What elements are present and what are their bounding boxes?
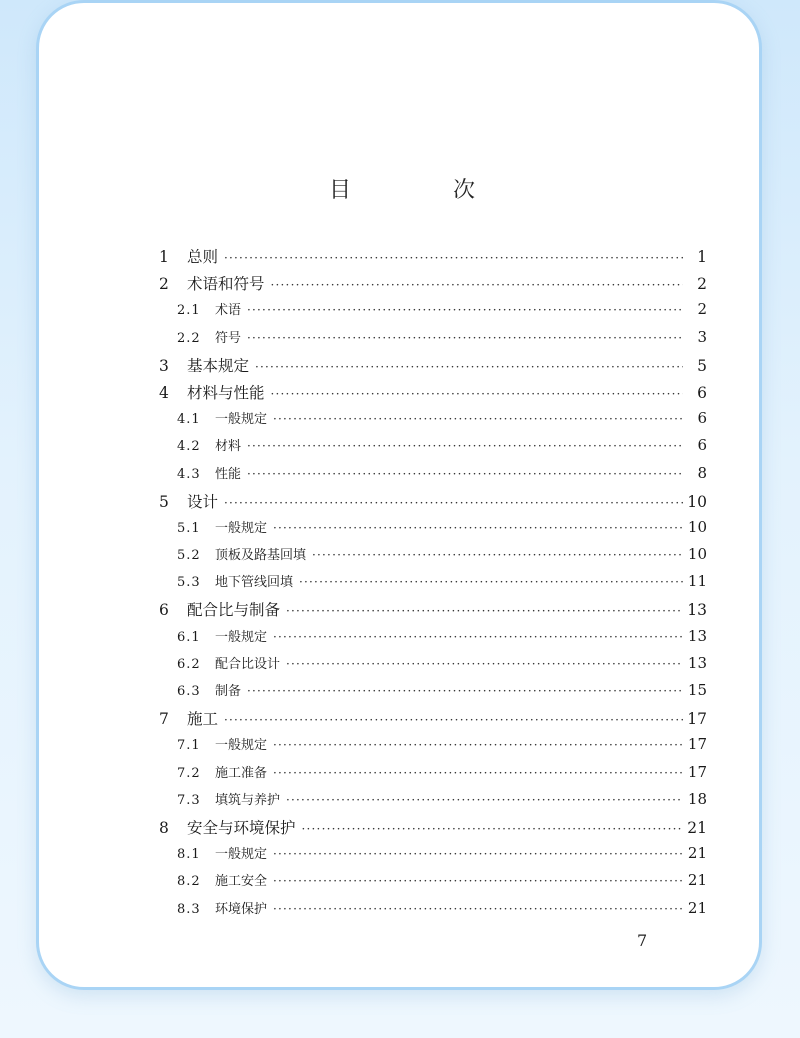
toc-entry-number: 5.1 xyxy=(177,520,201,536)
toc-entry-number: 5 xyxy=(159,492,169,511)
toc-entry-label: 配合比设计 xyxy=(215,656,281,672)
toc-entry xyxy=(159,734,707,761)
toc-entry-number: 8 xyxy=(159,818,169,837)
toc-entry-label: 材料与性能 xyxy=(187,383,265,402)
toc-entry-number: 6.2 xyxy=(177,656,201,672)
dot-leader xyxy=(273,630,683,644)
toc-entry-label: 一般规定 xyxy=(215,412,268,428)
toc-entry xyxy=(159,816,707,843)
toc-entry-label: 施工安全 xyxy=(215,874,268,890)
dot-leader xyxy=(273,521,683,535)
document-page xyxy=(36,0,762,990)
toc-entry-number: 7.2 xyxy=(177,765,201,781)
toc-entry xyxy=(159,381,707,408)
toc-entry-label: 填筑与养护 xyxy=(215,792,281,808)
toc-entry xyxy=(159,870,707,897)
toc-entry-label: 施工 xyxy=(187,710,219,729)
toc-entry-label: 顶板及路基回填 xyxy=(215,548,307,564)
dot-leader xyxy=(312,548,683,562)
dot-leader xyxy=(286,793,683,807)
toc-entry-number: 6.1 xyxy=(177,629,201,645)
dot-leader xyxy=(247,467,683,481)
toc-entry-page: 17 xyxy=(687,762,707,781)
toc-entry-page: 11 xyxy=(687,572,707,591)
toc-entry-number: 8.1 xyxy=(177,847,201,863)
toc-entry xyxy=(159,299,707,326)
toc-title: 目 次 xyxy=(328,178,515,203)
toc-entry-page: 3 xyxy=(697,327,707,346)
toc-entry-label: 配合比与制备 xyxy=(187,601,281,620)
toc-entry-page: 6 xyxy=(697,409,707,428)
toc-entry-number: 2.1 xyxy=(177,303,201,319)
toc-entry-number: 7 xyxy=(159,710,169,729)
toc-entry-page: 6 xyxy=(697,436,707,455)
toc-entry-label: 施工准备 xyxy=(215,765,268,781)
toc-entry-page: 2 xyxy=(697,275,707,294)
dot-leader xyxy=(224,251,683,265)
toc-entry-label: 总则 xyxy=(187,248,219,266)
toc-entry-label: 安全与环境保护 xyxy=(187,818,296,837)
toc-entry-page: 21 xyxy=(687,818,707,837)
toc-entry-number: 5.3 xyxy=(177,575,201,591)
dot-leader xyxy=(247,684,683,698)
toc-entry-label: 一般规定 xyxy=(215,847,268,863)
toc-entry-number: 2.2 xyxy=(177,330,201,346)
toc-entry-page: 13 xyxy=(687,626,707,645)
toc-entry-number: 4.1 xyxy=(177,412,201,428)
toc-entry-number: 4.3 xyxy=(177,466,201,482)
toc-entry xyxy=(159,245,707,272)
dot-leader xyxy=(273,766,683,780)
dot-leader xyxy=(271,387,683,401)
toc-entry-page: 10 xyxy=(687,545,707,564)
dot-leader xyxy=(286,604,683,618)
dot-leader xyxy=(271,278,683,292)
toc-entry-label: 材料 xyxy=(215,439,242,455)
toc-entry-page: 10 xyxy=(687,517,707,536)
toc-entry xyxy=(159,626,707,653)
toc-entry-page: 21 xyxy=(687,871,707,890)
dot-leader xyxy=(247,331,683,345)
toc-entry xyxy=(159,463,707,490)
toc-entry-page: 15 xyxy=(687,681,707,699)
toc-entry xyxy=(159,517,707,544)
toc-entry-number: 7.3 xyxy=(177,792,201,808)
toc-entry-page: 21 xyxy=(687,844,707,863)
toc-entry xyxy=(159,707,707,734)
toc-entry xyxy=(159,843,707,870)
toc-entry xyxy=(159,327,707,354)
dot-leader xyxy=(224,713,683,727)
toc-entry-label: 制备 xyxy=(215,684,242,699)
toc-entry-page: 2 xyxy=(697,300,707,319)
toc-entry-page: 13 xyxy=(687,653,707,672)
dot-leader xyxy=(299,575,683,589)
toc-entry xyxy=(159,544,707,571)
toc-entry-page: 1 xyxy=(697,248,707,266)
toc-entry-number: 6.3 xyxy=(177,684,201,699)
page-number: 7 xyxy=(637,931,648,950)
table-of-contents xyxy=(159,245,707,925)
toc-entry xyxy=(159,354,707,381)
toc-entry-number: 4 xyxy=(159,383,169,402)
toc-entry-label: 环境保护 xyxy=(215,901,268,917)
dot-leader xyxy=(247,303,683,317)
toc-entry-label: 一般规定 xyxy=(215,520,268,536)
toc-entry xyxy=(159,490,707,517)
toc-entry-page: 17 xyxy=(687,710,707,729)
toc-entry xyxy=(159,898,707,925)
toc-entry-page: 21 xyxy=(687,898,707,917)
dot-leader xyxy=(224,496,683,510)
toc-entry xyxy=(159,272,707,299)
toc-entry-page: 5 xyxy=(697,356,707,375)
dot-leader xyxy=(273,874,683,888)
toc-entry-label: 设计 xyxy=(187,492,219,511)
toc-entry-label: 术语 xyxy=(215,303,242,319)
toc-entry-number: 7.1 xyxy=(177,738,201,754)
dot-leader xyxy=(286,657,683,671)
toc-entry xyxy=(159,571,707,598)
toc-entry xyxy=(159,789,707,816)
toc-entry-number: 2 xyxy=(159,275,169,294)
toc-entry xyxy=(159,598,707,625)
toc-entry-label: 地下管线回填 xyxy=(215,575,294,591)
dot-leader xyxy=(273,738,683,752)
toc-entry-page: 17 xyxy=(687,735,707,754)
toc-entry-page: 8 xyxy=(697,463,707,482)
dot-leader xyxy=(247,439,683,453)
toc-entry-label: 一般规定 xyxy=(215,629,268,645)
dot-leader xyxy=(273,412,683,426)
toc-entry-page: 6 xyxy=(697,383,707,402)
toc-entry-number: 6 xyxy=(159,601,169,620)
toc-entry-number: 1 xyxy=(159,248,169,266)
toc-entry xyxy=(159,762,707,789)
toc-entry-number: 8.2 xyxy=(177,874,201,890)
toc-entry-label: 性能 xyxy=(215,466,242,482)
dot-leader xyxy=(273,847,683,861)
dot-leader xyxy=(255,360,683,374)
toc-entry-label: 术语和符号 xyxy=(187,275,265,294)
toc-entry-number: 5.2 xyxy=(177,548,201,564)
toc-entry-number: 8.3 xyxy=(177,901,201,917)
toc-entry-number: 3 xyxy=(159,356,169,375)
dot-leader xyxy=(302,822,683,836)
toc-entry-label: 符号 xyxy=(215,330,242,346)
toc-entry-page: 13 xyxy=(687,601,707,620)
dot-leader xyxy=(273,902,683,916)
toc-entry xyxy=(159,408,707,435)
toc-entry xyxy=(159,653,707,680)
toc-entry xyxy=(159,435,707,462)
toc-entry-number: 4.2 xyxy=(177,439,201,455)
toc-entry xyxy=(159,680,707,707)
toc-entry-label: 一般规定 xyxy=(215,738,268,754)
toc-entry-page: 18 xyxy=(687,789,707,808)
toc-entry-page: 10 xyxy=(687,492,707,511)
toc-entry-label: 基本规定 xyxy=(187,356,250,375)
